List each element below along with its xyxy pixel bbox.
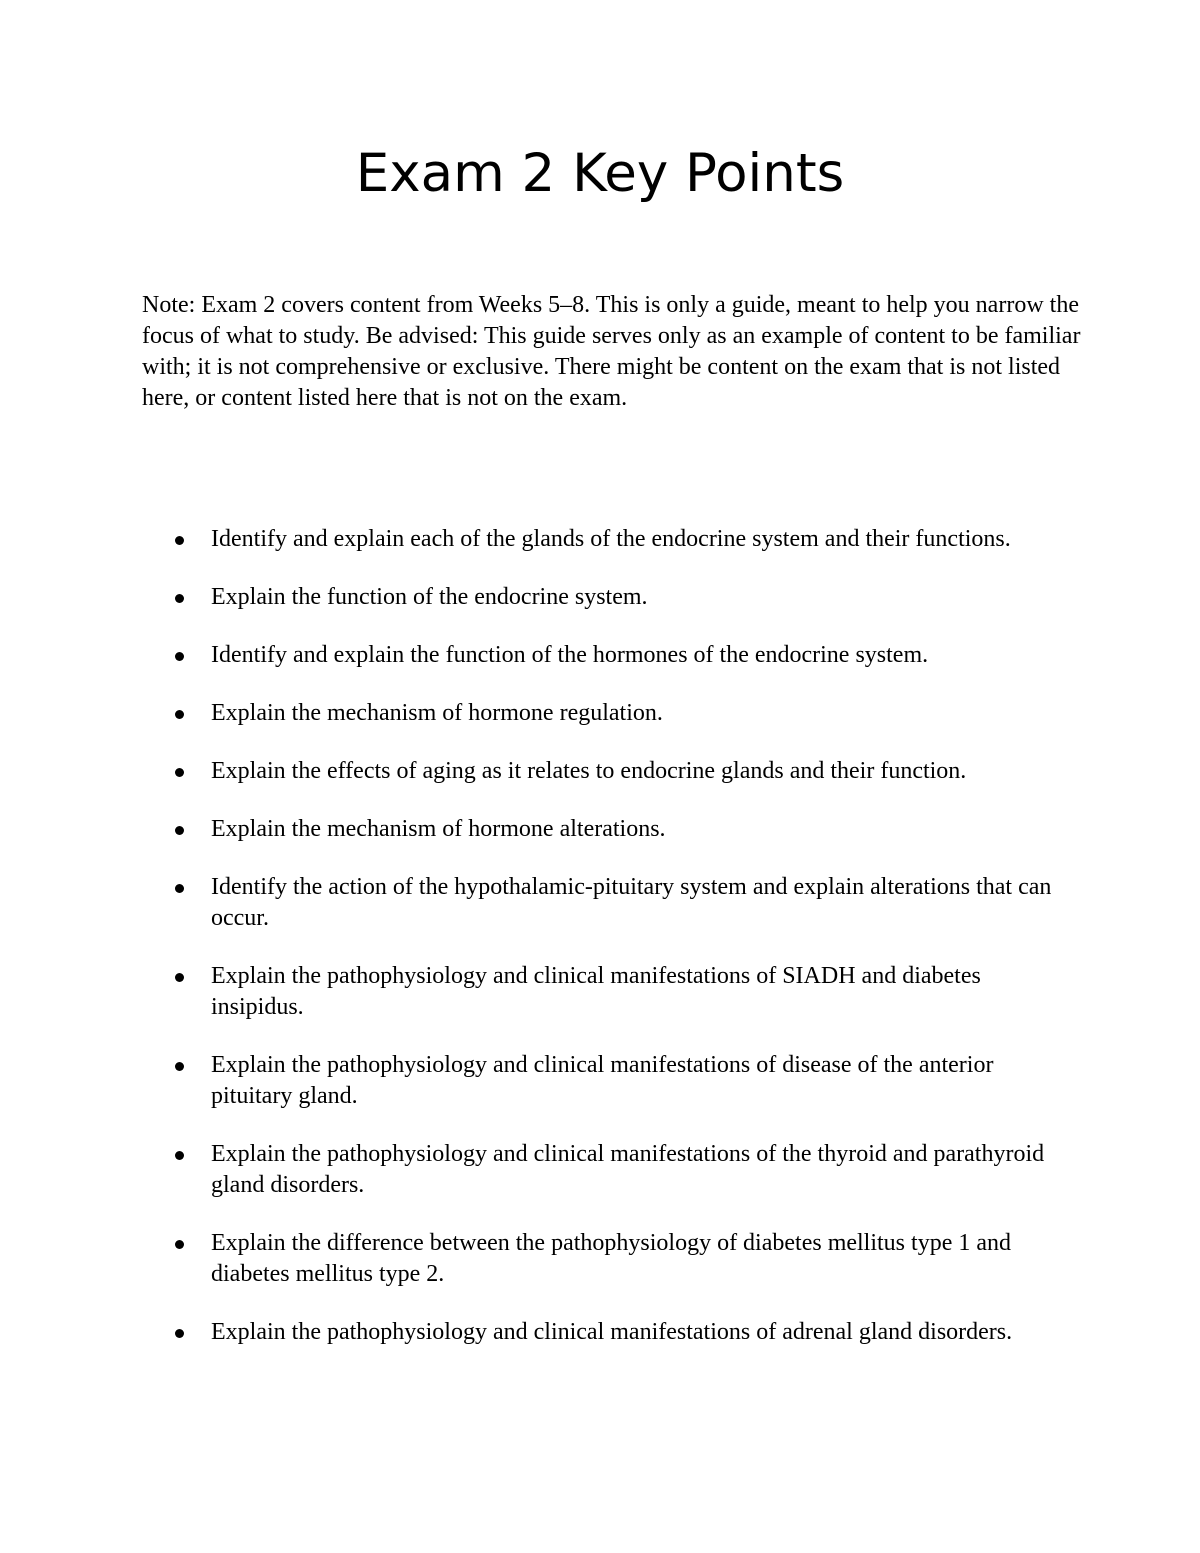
key-point-text: Identify and explain each of the glands of the endocrine system and their functions. [211, 526, 1011, 552]
key-point-item [0, 698, 1061, 729]
key-points-list [0, 524, 1200, 1375]
key-point-item [0, 1139, 1061, 1201]
key-point-item [0, 814, 1061, 845]
key-point-item [0, 872, 1061, 934]
bullet-icon [175, 1240, 184, 1249]
exam-note: Note: Exam 2 covers content from Weeks 5–8. This is only a guide, meant to help you narrow the focus of what to study. Be advised: This guide serves only as an example of content to be familiar with; it is not comprehensive or exclusive. There might be content on the exam that is not listed here, or content listed here that is not on the exam. [142, 292, 1081, 411]
key-point-item [0, 582, 1061, 613]
key-point-item [0, 524, 1061, 555]
key-point-item [0, 1317, 1061, 1348]
key-point-text: Explain the mechanism of hormone regulation. [211, 700, 663, 726]
key-point-text: Explain the pathophysiology and clinical manifestations of SIADH and diabetes insipidus. [211, 963, 981, 1020]
key-point-item [0, 1228, 1061, 1290]
bullet-icon [175, 1329, 184, 1338]
bullet-icon [175, 768, 184, 777]
bullet-icon [175, 826, 184, 835]
key-point-item [0, 756, 1061, 787]
bullet-icon [175, 536, 184, 545]
bullet-icon [175, 884, 184, 893]
bullet-icon [175, 1062, 184, 1071]
key-point-text: Identify and explain the function of the hormones of the endocrine system. [211, 642, 929, 668]
bullet-icon [175, 973, 184, 982]
key-point-text: Explain the pathophysiology and clinical manifestations of disease of the anterior pituitary gland. [211, 1052, 994, 1109]
key-point-text: Explain the pathophysiology and clinical manifestations of adrenal gland disorders. [211, 1319, 1013, 1345]
bullet-icon [175, 710, 184, 719]
key-point-text: Explain the difference between the pathophysiology of diabetes mellitus type 1 and diabetes mellitus type 2. [211, 1230, 1011, 1287]
bullet-icon [175, 652, 184, 661]
key-point-item [0, 961, 1061, 1023]
document-title: Exam 2 Key Points [355, 143, 845, 204]
key-point-text: Explain the function of the endocrine system. [211, 584, 648, 610]
bullet-icon [175, 594, 184, 603]
key-point-text: Explain the pathophysiology and clinical manifestations of the thyroid and parathyroid gland disorders. [211, 1141, 1045, 1198]
key-point-text: Explain the effects of aging as it relates to endocrine glands and their function. [211, 758, 967, 784]
key-point-text: Identify the action of the hypothalamic-pituitary system and explain alterations that can occur. [211, 874, 1052, 931]
key-point-item [0, 640, 1061, 671]
key-point-item [0, 1050, 1061, 1112]
key-point-text: Explain the mechanism of hormone alterations. [211, 816, 666, 842]
bullet-icon [175, 1151, 184, 1160]
